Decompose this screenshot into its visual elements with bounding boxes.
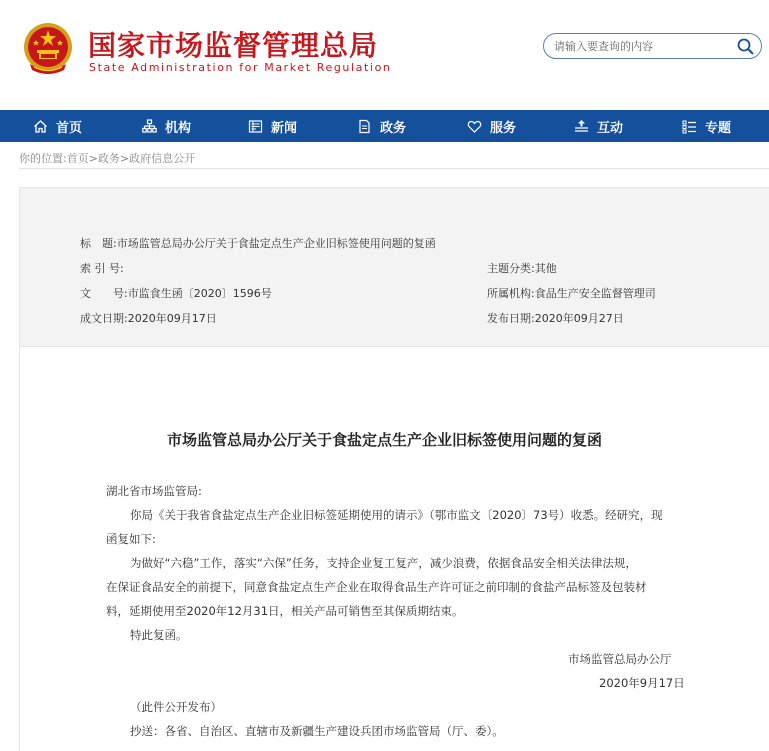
- nav-label: 首页: [56, 120, 83, 136]
- closing: 特此复函。: [130, 628, 188, 642]
- heart-icon: [467, 119, 482, 134]
- org-chart-icon: [142, 119, 157, 134]
- meta-org-value: 食品生产安全监督管理司: [534, 287, 656, 300]
- signature: 市场监管总局办公厅: [568, 652, 672, 666]
- meta-category-value: 其他: [534, 262, 557, 275]
- nav-item-interaction[interactable]: [574, 110, 623, 142]
- meta-docnum: [80, 285, 272, 301]
- nav-item-affairs[interactable]: [357, 110, 406, 142]
- site-title[interactable]: 国家市场监督管理总局: [88, 29, 379, 62]
- search-icon[interactable]: [736, 37, 755, 56]
- meta-org-label: 所属机构:: [487, 287, 535, 300]
- paragraph-1-line-1: 你局《关于我省食盐定点生产企业旧标签延期使用的请示》（鄂市监文〔2020〕73号）收悉。经研究，现: [130, 508, 663, 522]
- document-icon: [357, 119, 372, 134]
- meta-published-value: 2020年09月27日: [534, 312, 624, 325]
- meta-title-label: 标 题:: [80, 237, 117, 250]
- main-nav: [0, 110, 769, 142]
- nav-item-topics[interactable]: [682, 110, 731, 142]
- meta-docnum-value: 市监食生函〔2020〕1596号: [127, 287, 272, 300]
- search-box: [543, 33, 762, 59]
- nav-label: 专题: [705, 120, 732, 136]
- meta-created-value: 2020年09月17日: [127, 312, 217, 325]
- paragraph-2-line-3: 料，延期使用至2020年12月31日，相关产品可销售至其保质期结束。: [106, 604, 464, 618]
- site-subtitle: State Administration for Market Regulation: [89, 61, 392, 74]
- meta-title: [80, 235, 436, 251]
- nav-label: 政务: [380, 120, 407, 136]
- home-icon: [33, 119, 48, 134]
- meta-title-value: 市场监管总局办公厅关于食盐定点生产企业旧标签使用问题的复函: [116, 237, 436, 250]
- addressee: 湖北省市场监管局:: [106, 484, 202, 498]
- meta-org: [487, 285, 656, 301]
- nav-item-org[interactable]: [142, 110, 191, 142]
- document-meta-panel: [19, 187, 769, 347]
- public-note: （此件公开发布）: [130, 700, 222, 714]
- nav-item-home[interactable]: [33, 110, 82, 142]
- nav-label: 服务: [490, 120, 517, 136]
- nav-label: 新闻: [271, 120, 298, 136]
- meta-created: [80, 310, 217, 326]
- meta-index-label: 索 引 号:: [80, 262, 124, 275]
- breadcrumb[interactable]: 你的位置:首页>政务>政府信息公开: [19, 152, 196, 165]
- meta-published-label: 发布日期:: [487, 312, 535, 325]
- paragraph-2-line-2: 在保证食品安全的前提下，同意食盐定点生产企业在取得食品生产许可证之前印制的食盐产品标签及包装材: [106, 580, 647, 594]
- nav-item-news[interactable]: [248, 110, 297, 142]
- site-header: [0, 0, 769, 110]
- cc-line: 抄送：各省、自治区、直辖市及新疆生产建设兵团市场监管局（厅、委）。: [130, 724, 504, 738]
- meta-published: [487, 310, 624, 326]
- content-border: [19, 347, 20, 751]
- document-title: 市场监管总局办公厅关于食盐定点生产企业旧标签使用问题的复函: [166, 431, 602, 449]
- meta-created-label: 成文日期:: [80, 312, 128, 325]
- meta-index: [80, 260, 124, 276]
- exchange-icon: [574, 119, 589, 134]
- meta-category: [487, 260, 557, 276]
- nav-label: 机构: [165, 120, 192, 136]
- newspaper-icon: [248, 119, 263, 134]
- paragraph-1-line-2: 函复如下:: [106, 532, 156, 546]
- nav-item-service[interactable]: [467, 110, 516, 142]
- meta-category-label: 主题分类:: [487, 262, 535, 275]
- list-icon: [682, 119, 697, 134]
- national-emblem-icon[interactable]: [20, 20, 76, 78]
- divider: [19, 168, 769, 169]
- paragraph-2-line-1: 为做好“六稳”工作，落实“六保”任务，支持企业复工复产，减少浪费，依据食品安全相关法律法规，: [130, 556, 637, 570]
- search-input[interactable]: [554, 38, 734, 55]
- signature-date: 2020年9月17日: [599, 676, 685, 690]
- nav-label: 互动: [597, 120, 624, 136]
- meta-docnum-label: 文 号:: [80, 287, 128, 300]
